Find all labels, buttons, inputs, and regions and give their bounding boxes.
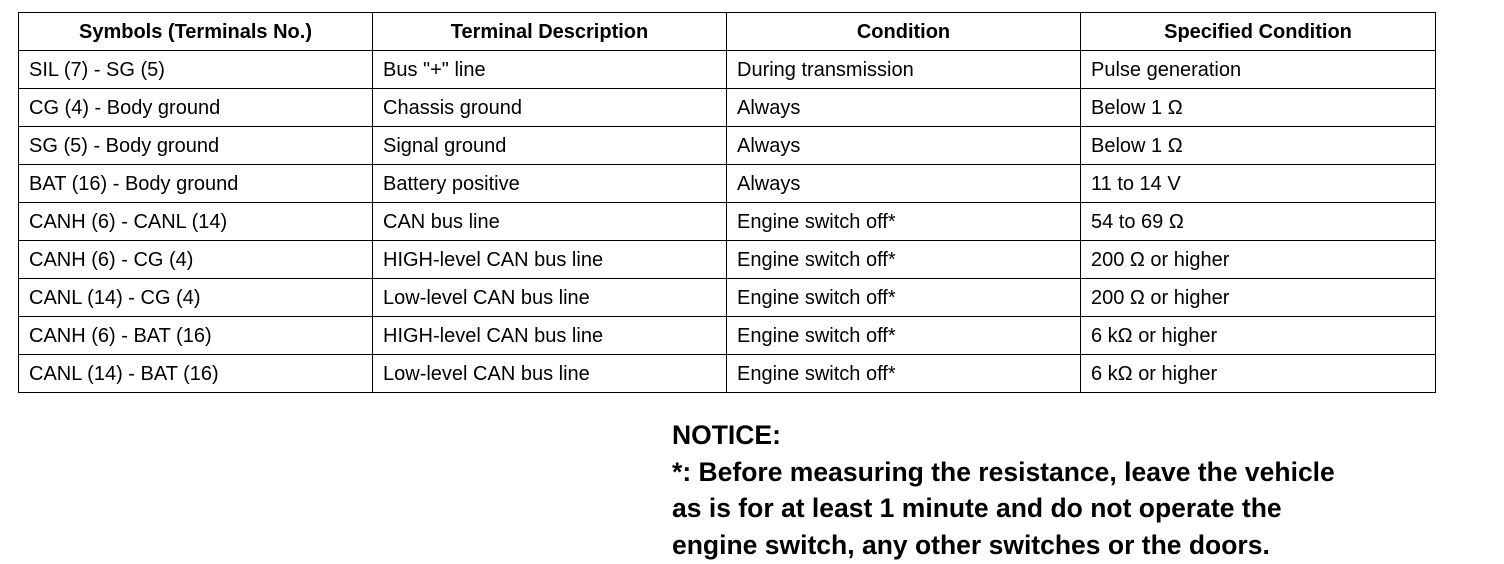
- cell-terminal-description: Signal ground: [373, 127, 727, 165]
- table-row: [19, 89, 1436, 127]
- table-row: [19, 203, 1436, 241]
- table-row: [19, 317, 1436, 355]
- notice-block: [672, 417, 1335, 563]
- cell-terminal-description: HIGH-level CAN bus line: [373, 317, 727, 355]
- cell-terminal-description: Low-level CAN bus line: [373, 355, 727, 393]
- header-specified-condition: Specified Condition: [1081, 13, 1436, 51]
- cell-condition: During transmission: [727, 51, 1081, 89]
- header-terminal-description: Terminal Description: [373, 13, 727, 51]
- cell-condition: Always: [727, 165, 1081, 203]
- cell-symbols: CANH (6) - CANL (14): [19, 203, 373, 241]
- cell-condition: Always: [727, 89, 1081, 127]
- table-row: [19, 165, 1436, 203]
- cell-symbols: CANL (14) - CG (4): [19, 279, 373, 317]
- cell-specified-condition: 6 kΩ or higher: [1081, 317, 1436, 355]
- table-header-row: [19, 13, 1436, 51]
- cell-symbols: CANH (6) - BAT (16): [19, 317, 373, 355]
- cell-specified-condition: Below 1 Ω: [1081, 127, 1436, 165]
- cell-symbols: CANL (14) - BAT (16): [19, 355, 373, 393]
- cell-specified-condition: 11 to 14 V: [1081, 165, 1436, 203]
- cell-specified-condition: 54 to 69 Ω: [1081, 203, 1436, 241]
- notice-line: *: Before measuring the resistance, leave the vehicle: [672, 456, 1335, 487]
- cell-specified-condition: Pulse generation: [1081, 51, 1436, 89]
- cell-symbols: CG (4) - Body ground: [19, 89, 373, 127]
- cell-condition: Engine switch off*: [727, 355, 1081, 393]
- notice-title: NOTICE:: [672, 420, 781, 450]
- cell-symbols: SG (5) - Body ground: [19, 127, 373, 165]
- cell-condition: Engine switch off*: [727, 203, 1081, 241]
- cell-condition: Always: [727, 127, 1081, 165]
- header-condition: Condition: [727, 13, 1081, 51]
- notice-line: engine switch, any other switches or the doors.: [672, 529, 1270, 560]
- cell-terminal-description: Bus "+" line: [373, 51, 727, 89]
- cell-terminal-description: Chassis ground: [373, 89, 727, 127]
- notice-line: as is for at least 1 minute and do not operate the: [672, 493, 1282, 523]
- cell-symbols: SIL (7) - SG (5): [19, 51, 373, 89]
- cell-terminal-description: Low-level CAN bus line: [373, 279, 727, 317]
- cell-specified-condition: 200 Ω or higher: [1081, 241, 1436, 279]
- cell-specified-condition: Below 1 Ω: [1081, 89, 1436, 127]
- table-row: [19, 127, 1436, 165]
- cell-terminal-description: HIGH-level CAN bus line: [373, 241, 727, 279]
- cell-terminal-description: CAN bus line: [373, 203, 727, 241]
- table-row: [19, 51, 1436, 89]
- cell-terminal-description: Battery positive: [373, 165, 727, 203]
- table-row: [19, 241, 1436, 279]
- terminal-spec-table: [18, 12, 1436, 393]
- table-row: [19, 279, 1436, 317]
- cell-symbols: BAT (16) - Body ground: [19, 165, 373, 203]
- cell-specified-condition: 6 kΩ or higher: [1081, 355, 1436, 393]
- cell-specified-condition: 200 Ω or higher: [1081, 279, 1436, 317]
- cell-condition: Engine switch off*: [727, 317, 1081, 355]
- cell-condition: Engine switch off*: [727, 279, 1081, 317]
- header-symbols: Symbols (Terminals No.): [19, 13, 373, 51]
- table-row: [19, 355, 1436, 393]
- cell-condition: Engine switch off*: [727, 241, 1081, 279]
- cell-symbols: CANH (6) - CG (4): [19, 241, 373, 279]
